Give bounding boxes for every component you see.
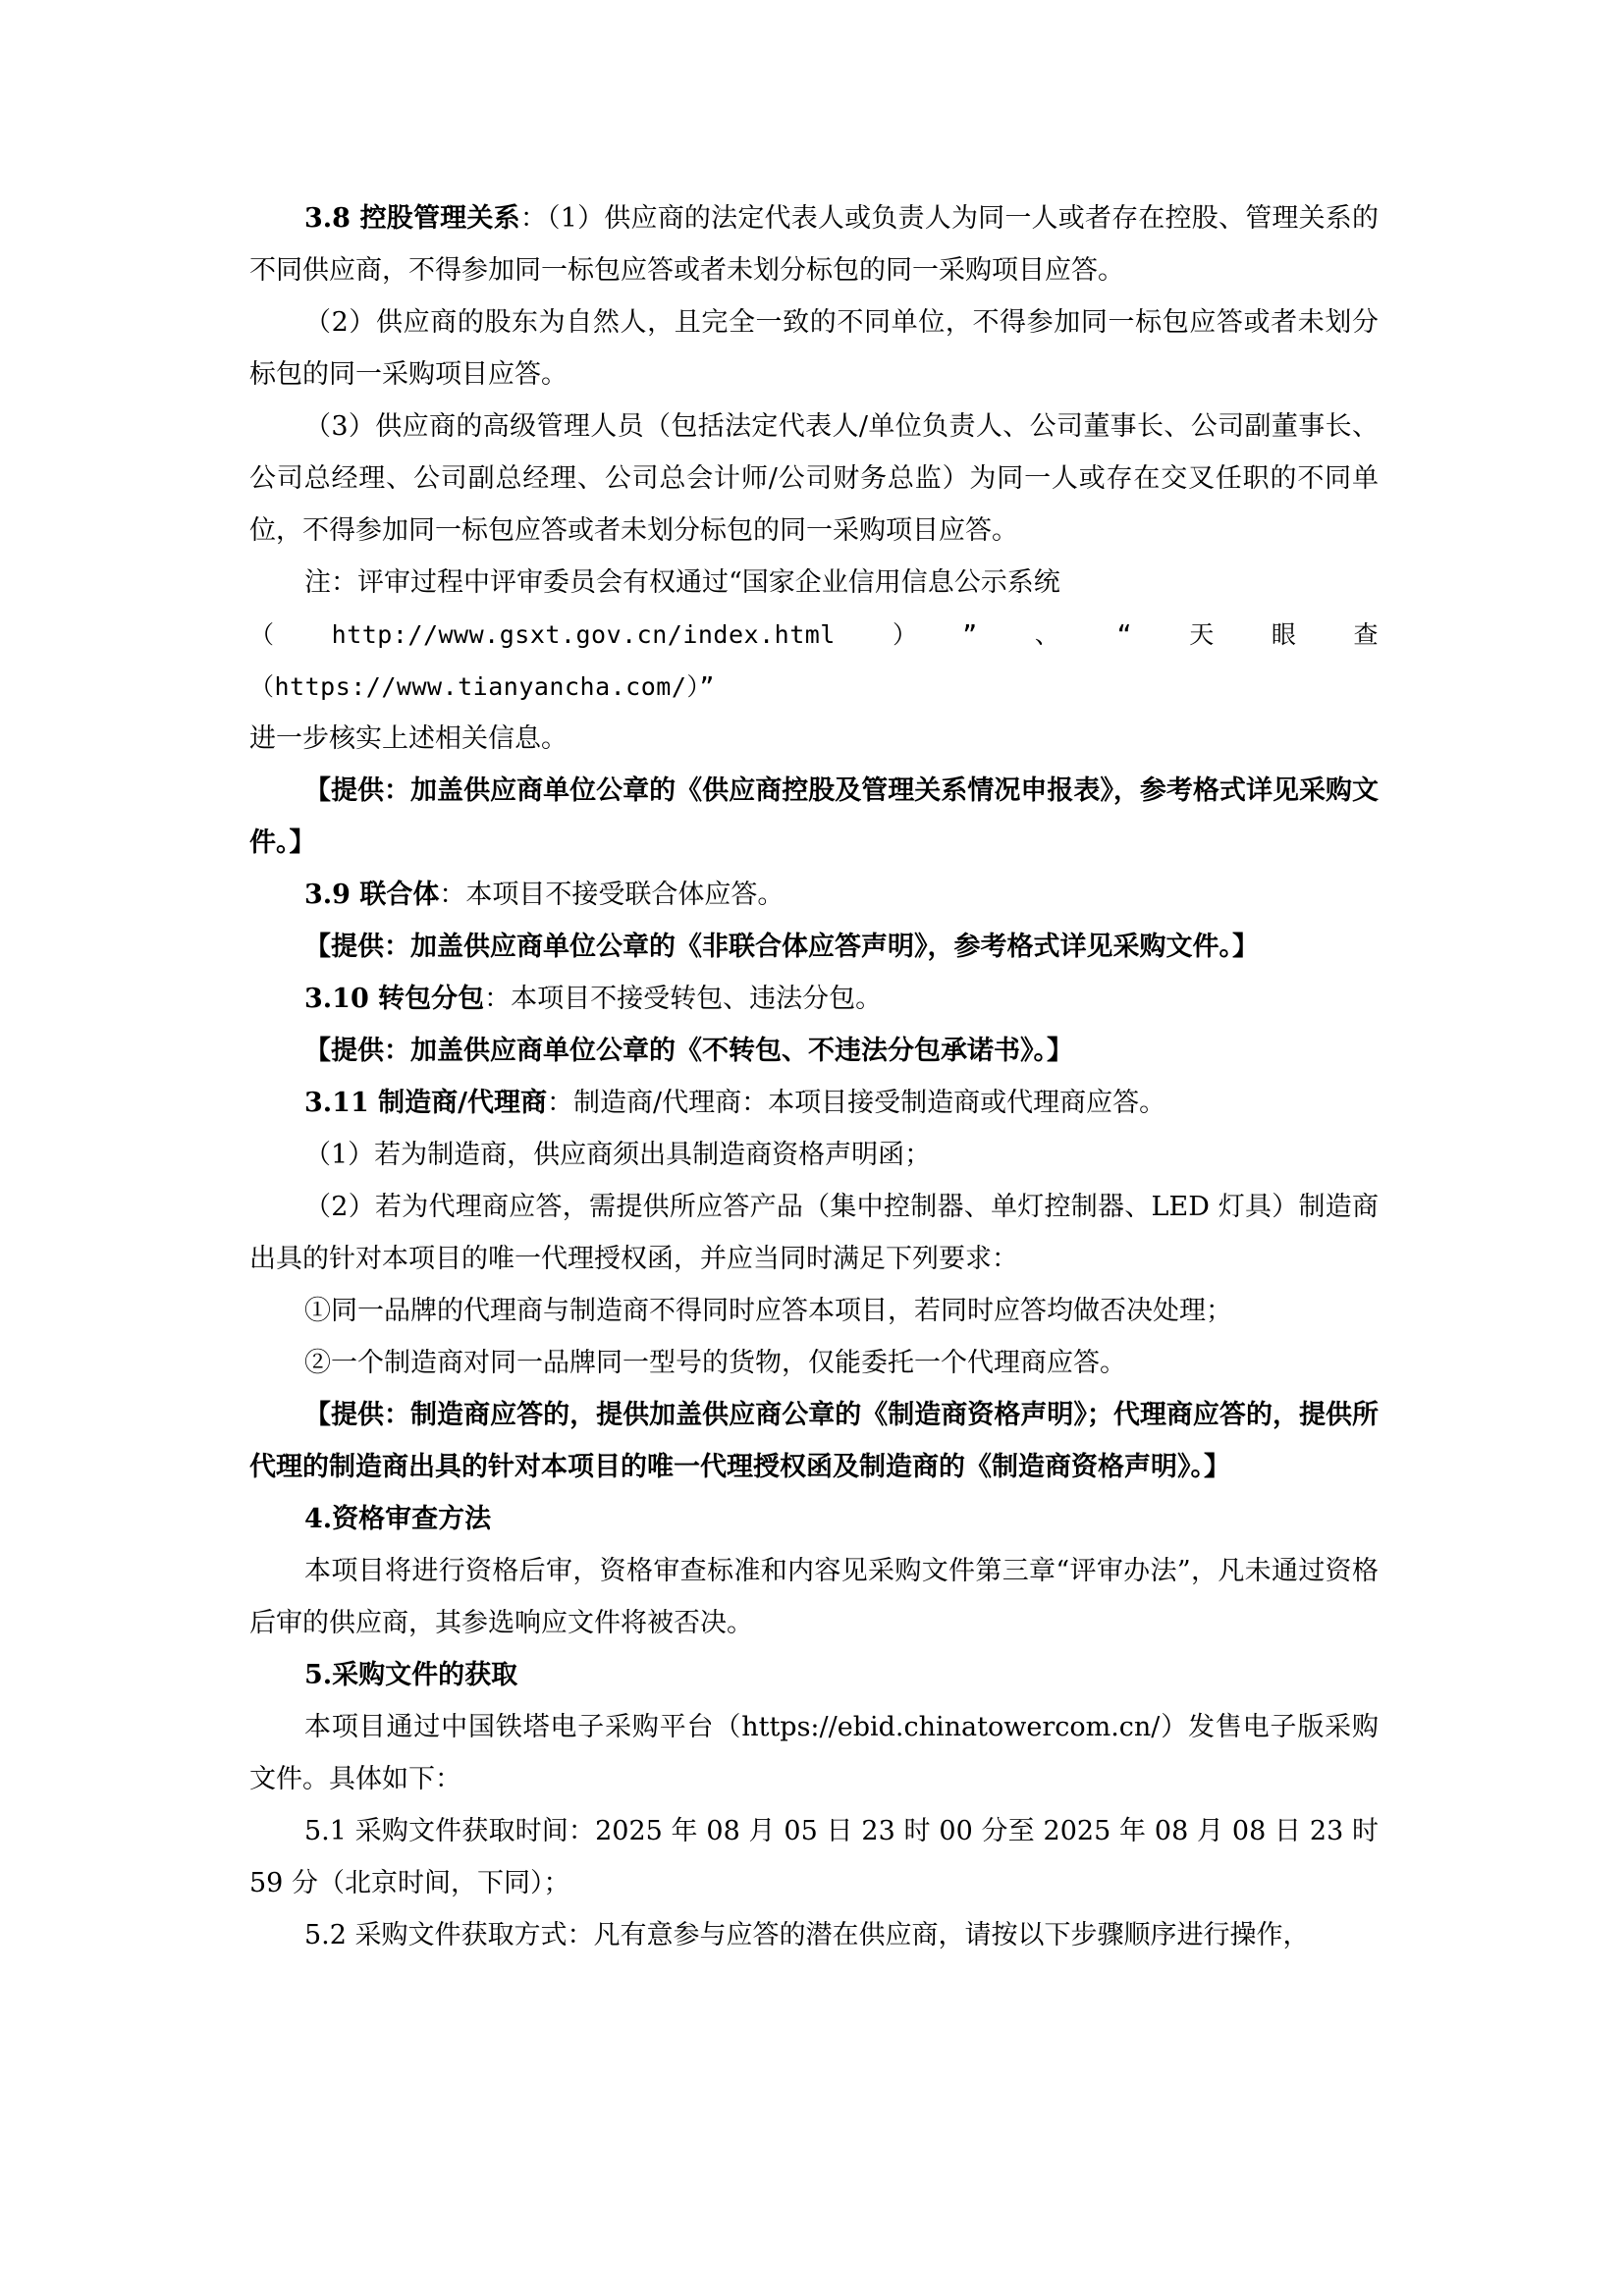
- clause-3-10-text: ：本项目不接受转包、违法分包。: [484, 984, 883, 1014]
- section-4-heading: 4.资格审查方法: [304, 1504, 492, 1534]
- clause-3-8-text: ：（1）供应商的法定代表人或负责人为同一人或者存在控股、管理关系的不同供应商，不得参加同一标包应答或者未划分标包的同一采购项目应答。: [249, 203, 1380, 286]
- provide-3-8: 【提供：加盖供应商单位公章的《供应商控股及管理关系情况申报表》，参考格式详见采购文件。】: [249, 775, 1379, 858]
- note-line-3: 进一步核实上述相关信息。: [249, 723, 568, 754]
- paragraph-5-2: 5.2 采购文件获取方式：凡有意参与应答的潜在供应商，请按以下步骤顺序进行操作，: [304, 1920, 1310, 1950]
- requirement-1: ①同一品牌的代理商与制造商不得同时应答本项目，若同时应答均做否决处理；: [304, 1296, 1232, 1326]
- paragraph-3-8-item-3: （3）供应商的高级管理人员（包括法定代表人/单位负责人、公司董事长、公司副董事长、公司总经理、公司副总经理、公司总会计师/公司财务总监）为同一人或存在交叉任职的不同单位，不得参加同一标包应答或者未划分标包的同一采购项目应答。: [249, 411, 1379, 546]
- provide-3-9: 【提供：加盖供应商单位公章的《非联合体应答声明》，参考格式详见采购文件。】: [304, 932, 1259, 962]
- paragraph-3-10: [249, 973, 1379, 1025]
- section-5-heading: 5.采购文件的获取: [304, 1660, 518, 1690]
- clause-3-9-text: ：本项目不接受联合体应答。: [439, 880, 785, 910]
- clause-3-11-lead: 3.11 制造商/代理商: [304, 1088, 548, 1118]
- note-line-2-urls: （http://www.gsxt.gov.cn/index.html）”、“天眼查（https://www.tianyancha.com/）”: [249, 620, 1379, 701]
- provide-3-10: 【提供：加盖供应商单位公章的《不转包、不违法分包承诺书》。】: [304, 1036, 1073, 1066]
- paragraph-3-11-item-2: （2）若为代理商应答，需提供所应答产品（集中控制器、单灯控制器、LED 灯具）制造商出具的针对本项目的唯一代理授权函，并应当同时满足下列要求：: [249, 1192, 1379, 1274]
- section-5-text: 本项目通过中国铁塔电子采购平台（https://ebid.chinatowercom.cn/）发售电子版采购文件。具体如下：: [249, 1712, 1379, 1794]
- paragraph-5-1: 5.1 采购文件获取时间：2025 年 08 月 05 日 23 时 00 分至 2025 年 08 月 08 日 23 时 59 分（北京时间，下同）；: [249, 1816, 1379, 1898]
- paragraph-3-8-item-2: （2）供应商的股东为自然人，且完全一致的不同单位，不得参加同一标包应答或者未划分标包的同一采购项目应答。: [249, 307, 1379, 390]
- paragraph-3-11-item-1: （1）若为制造商，供应商须出具制造商资格声明函；: [304, 1140, 932, 1170]
- paragraph-3-9: [249, 869, 1379, 921]
- clause-3-8-lead: 3.8 控股管理关系: [304, 203, 520, 234]
- section-4-text: 本项目将进行资格后审，资格审查标准和内容见采购文件第三章“评审办法”，凡未通过资格后审的供应商，其参选响应文件将被否决。: [249, 1556, 1379, 1638]
- paragraph-3-8: [249, 192, 1379, 296]
- paragraph-3-11: [249, 1077, 1379, 1129]
- document-body: [249, 192, 1379, 1961]
- clause-3-11-text: ：制造商/代理商：本项目接受制造商或代理商应答。: [547, 1088, 1166, 1118]
- clause-3-10-lead: 3.10 转包分包: [304, 984, 485, 1014]
- provide-3-11: 【提供：制造商应答的，提供加盖供应商公章的《制造商资格声明》；代理商应答的，提供所代理的制造商出具的针对本项目的唯一代理授权函及制造商的《制造商资格声明》。】: [249, 1400, 1379, 1482]
- note-line-1: 注：评审过程中评审委员会有权通过“国家企业信用信息公示系统: [304, 567, 1060, 598]
- requirement-2: ②一个制造商对同一品牌同一型号的货物，仅能委托一个代理商应答。: [304, 1348, 1126, 1378]
- clause-3-9-lead: 3.9 联合体: [304, 880, 440, 910]
